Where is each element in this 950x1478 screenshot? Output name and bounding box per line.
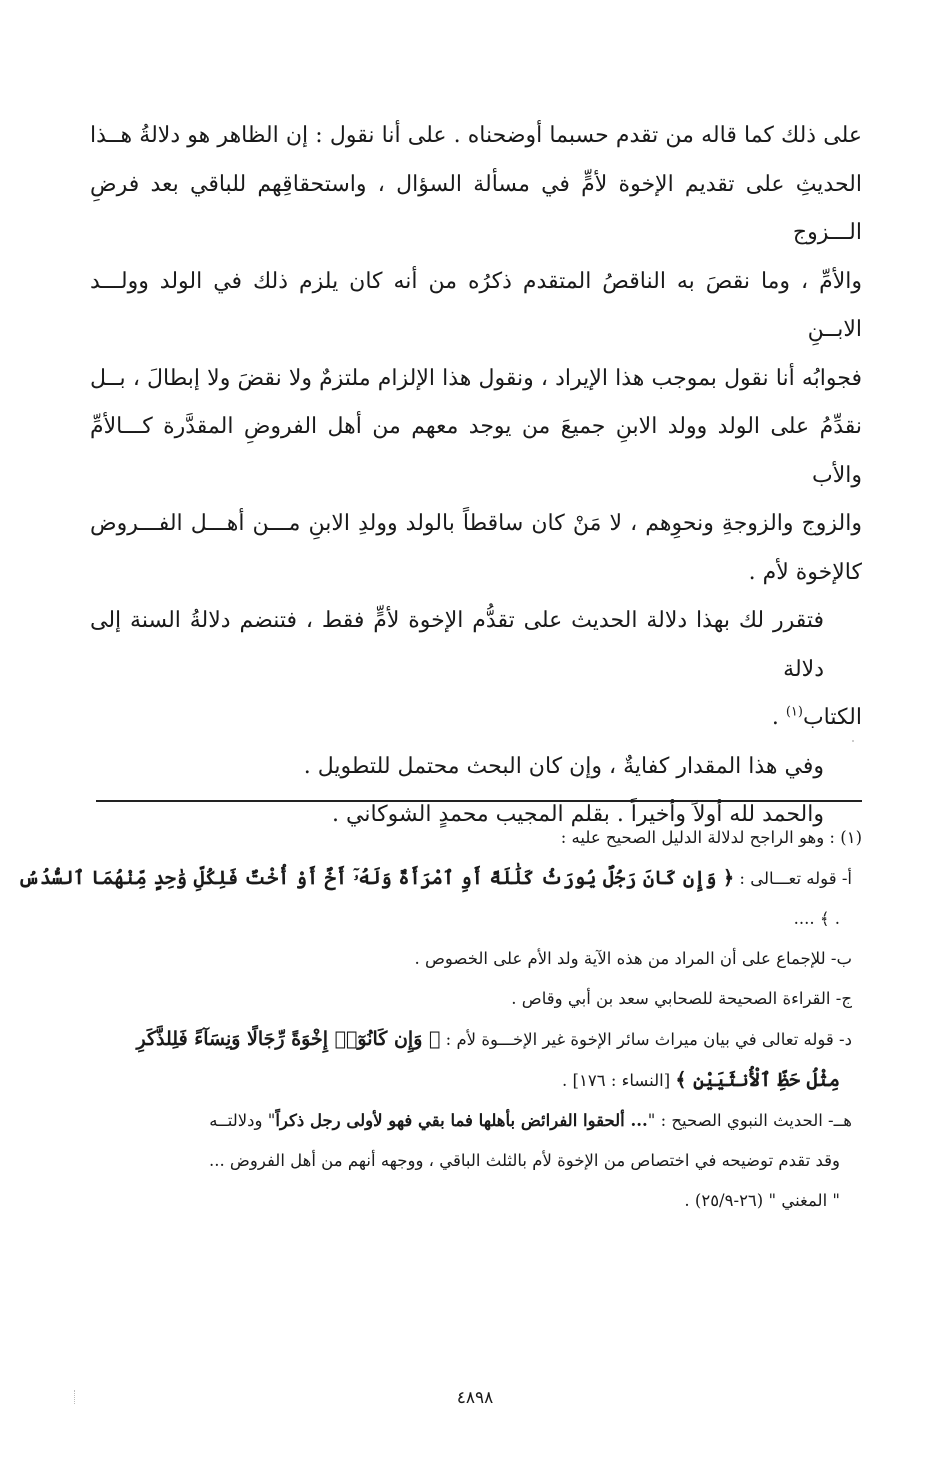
- footnote-e-line2: وقد تقدم توضيحه في اختصاص من الإخوة لأم بالثلث الباقي ، ووجهه أنهم من أهل الفروض ...: [208, 1151, 840, 1170]
- footnote-a: [17, 858, 862, 899]
- footnote-a-verse: ﴿ وَإِن كَانَ رَجُلٌ يُورَثُ كَلَٰلَةً أَوِ ٱمْرَأَةٌ وَلَهُۥٓ أَخٌ أَوْ أُخْتٌ فَلِكُلِّ وَٰحِدٍ مِّنْهُمَا ٱلسُّدُسُ: [17, 867, 735, 889]
- para1-line-1: على ذلك كما قاله من تقدم حسبما أوضحناه . على أنا نقول : إن الظاهر هو دلالةُ هــذا: [90, 123, 862, 148]
- page-number: ٤٨٩٨: [456, 1388, 494, 1408]
- footnote-d-cont: [90, 1060, 862, 1101]
- footnote-d-verse: ﴿ وَإِن كَانُوٓا۟ إِخْوَةً رِّجَالًا وَنِسَآءً فَلِلذَّكَرِ: [136, 1028, 441, 1050]
- para2-line-2: [90, 694, 862, 743]
- footnote-intro: (١) : وهو الراجح لدلالة الدليل الصحيح عليه :: [560, 828, 862, 847]
- footnote-b: ب- للإجماع على أن المراد من هذه الآية ولد الأم على الخصوص .: [414, 949, 852, 968]
- para4: والحمد لله أولاً وأخيراً . بقلم المجيب محمدٍ الشوكاني .: [332, 802, 824, 827]
- footnote-e: [90, 1101, 862, 1141]
- para1-line-5: نقدِّمُ على الولد وولد الابنِ جميعَ من يوجد معهم من أهل الفروضِ المقدَّرة كـــالأمِّ والأب: [90, 414, 862, 488]
- footnote-a-cont: . ﴾ ....: [793, 909, 840, 928]
- para1-line-2: الحديثِ على تقديم الإخوة لأمٍّ في مسألة السؤال ، واستحقاقِهم للباقي بعد فرضِ الـــزوج: [90, 171, 862, 245]
- para2-word: الكتاب: [802, 705, 862, 730]
- footnote-e-tail: " ودلالتــه: [209, 1111, 276, 1130]
- footnote-c: ج- القراءة الصحيحة للصحابي سعد بن أبي وقاص .: [511, 989, 852, 1008]
- scan-mark: [74, 1390, 77, 1404]
- footnote-d-verse-cont: مِثْلُ حَظِّ ٱلْأُنثَيَيْنِ ﴾: [675, 1069, 840, 1091]
- footnote-e-hadith: ... ألحقوا الفرائض بأهلها فما بقي فهو لأولى رجل ذكراً: [275, 1111, 648, 1130]
- footnote-d-label: د- قوله تعالى في بيان ميراث سائر الإخوة غير الإخـــوة لأم :: [445, 1030, 852, 1049]
- scan-dot: [852, 740, 854, 742]
- footnote-separator: [96, 800, 862, 802]
- footnote-a-label: أ- قوله تعـــالى :: [739, 869, 852, 888]
- footnote-d: [90, 1019, 862, 1060]
- footnote-ref[interactable]: (١): [785, 704, 803, 720]
- para1-line-3: والأمِّ ، وما نقصَ به الناقصُ المتقدم ذكرُه من أنه كان يلزم ذلك في الولد وولـــد الابــنِ: [90, 268, 862, 342]
- footnote-d-ref: [النساء : ١٧٦] .: [562, 1071, 671, 1090]
- footnote-e-line3: " المغني " (٢٦-٢٥/٩) .: [684, 1191, 840, 1210]
- main-text: [90, 112, 862, 840]
- para1-line-7: كالإخوة لأم .: [748, 559, 862, 585]
- para3: وفي هذا المقدار كفايةٌ ، وإن كان البحث محتمل للتطويل .: [303, 753, 824, 779]
- footnotes: [17, 818, 862, 1221]
- footnote-e-label: هــ- الحديث النبوي الصحيح : ": [647, 1111, 852, 1130]
- para2-tail: .: [771, 705, 786, 730]
- para1-line-6: والزوج والزوجةِ ونحوِهم ، لا مَنْ كان ساقطاً بالولد وولدِ الابنِ مـــن أهـــل الفـــروض: [90, 511, 862, 536]
- para1-line-4: فجوابُه أنا نقول بموجب هذا الإيراد ، ونقول هذا الإلزام ملتزمٌ ولا نقضَ ولا إبطالَ ، بــل: [90, 365, 862, 391]
- para2-line-1: فتقرر لك بهذا دلالة الحديث على تقدُّم الإخوة لأمٍّ فقط ، فتنضم دلالةُ السنة إلى دلالة: [90, 608, 824, 682]
